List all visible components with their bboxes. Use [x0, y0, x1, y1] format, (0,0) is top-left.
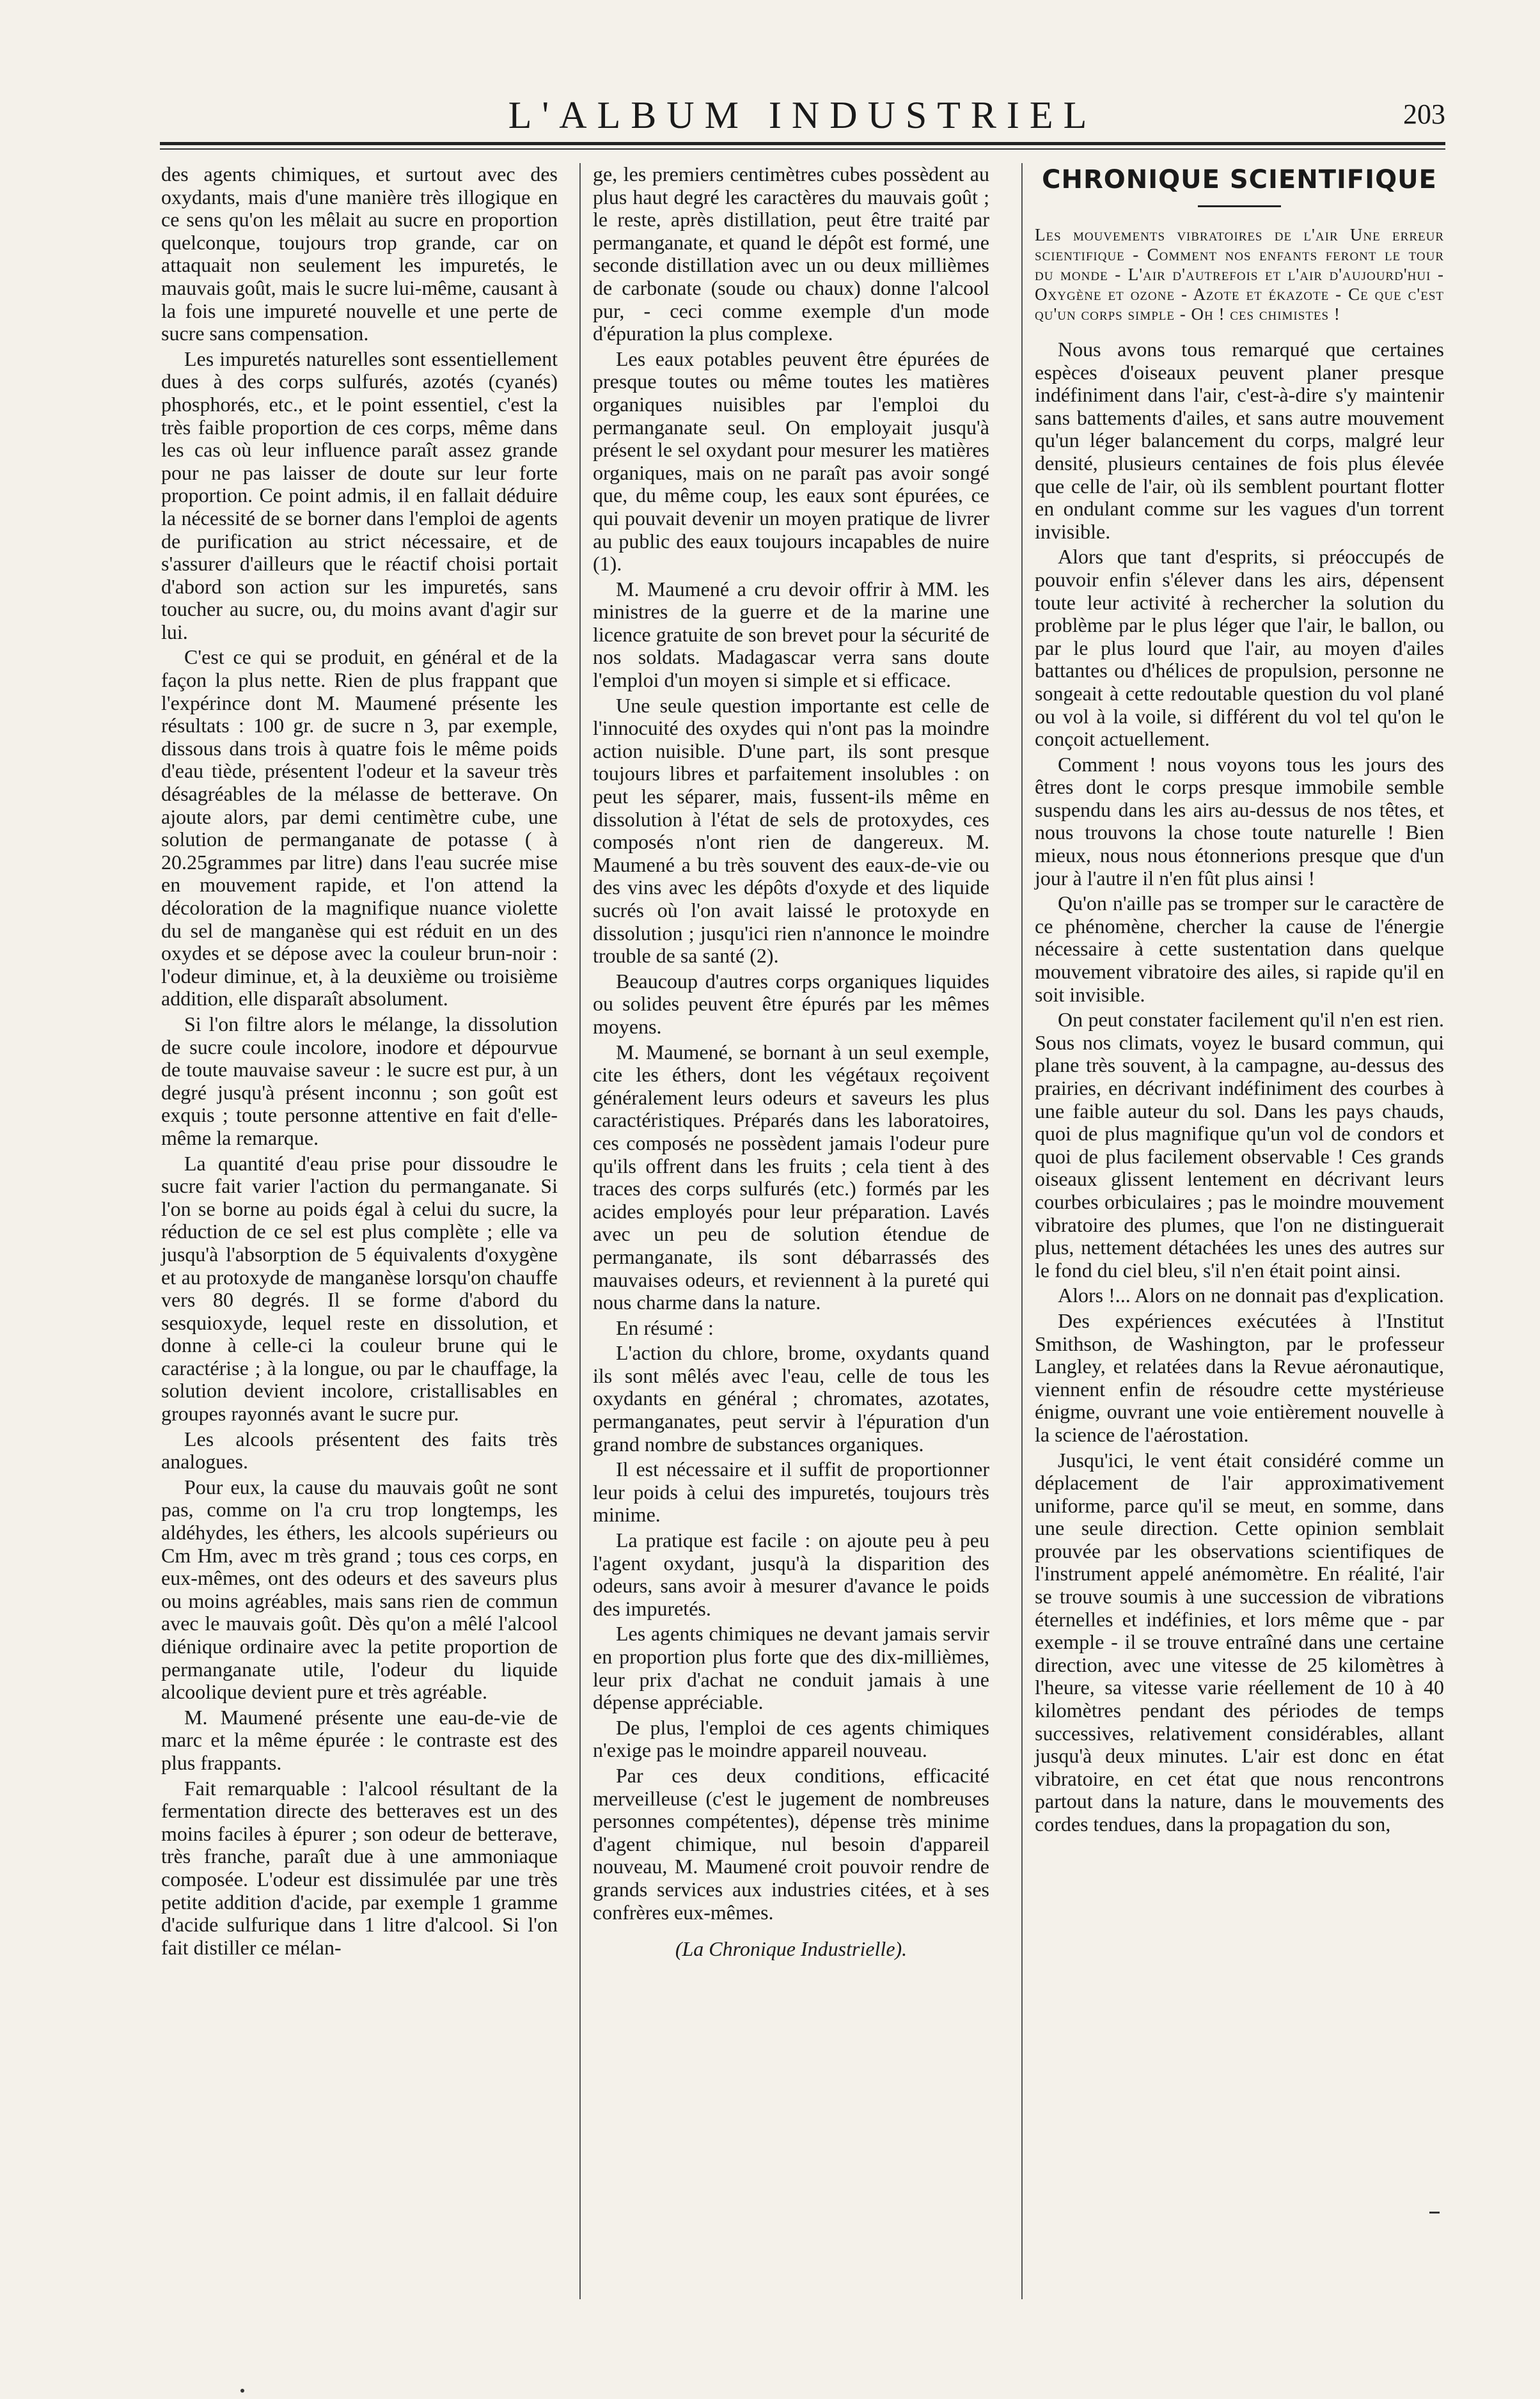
header-rule-thick	[160, 142, 1445, 145]
paragraph: En résumé :	[616, 1316, 714, 1339]
paragraph: La pratique est facile : on ajoute peu à peu l'agent oxydant, jusqu'à la disparition des odeurs, sans avoir à mesurer d'avance le poids des impuretés.	[593, 1529, 989, 1620]
column-1	[161, 163, 558, 1962]
page-number: 203	[1403, 98, 1445, 130]
article-summary: Les mouvements vibratoires de l'air Une erreur scientifique - Comment nos enfants feront le tour du monde - L'air d'autrefois et l'air d'aujourd'hui - Oxygène et ozone - Azote et ékazote - Ce que c'est qu'un corps simple - Oh ! ces chimistes !	[1035, 225, 1444, 324]
paragraph: La quantité d'eau prise pour dissoudre le sucre fait varier l'action du permanganate. Si l'on se borne au poids égal à celui du sucre, la réduction de ce sel est plus complète ; elle va jusqu'à l'absorption de 5 équivalents d'oxygène et au protoxyde de manganèse lorsqu'on chauffe vers 80 degrés. Il se forme d'abord du sesquioxyde, lequel reste en dissolution, et donne à celle-ci la couleur brune qui le caractérise ; à la longue, ou par le chauffage, la solution devient incolore, cristallisables en groupes rayonnés avant le sucre pur.	[161, 1151, 558, 1426]
paragraph: Des expériences exécutées à l'Institut Smithson, de Washington, par le professeur Langley, et relatées dans la Revue aéronautique, viennent enfin de résoudre cette mystérieuse énigme, ouvrant une voie entièrement nouvelle à la science de l'aérostation.	[1035, 1309, 1444, 1446]
paragraph: M. Maumené a cru devoir offrir à MM. les ministres de la guerre et de la marine une licence gratuite de son brevet pour la sécurité de nos soldats. Madagascar verra sans doute l'emploi d'un moyen si simple et si efficace.	[593, 577, 989, 692]
paragraph: M. Maumené, se bornant à un seul exemple, cite les éthers, dont les végétaux reçoivent généralement leurs odeurs et saveurs les plus caractéristiques. Préparés dans les laboratoires, ces composés ne possèdent jamais l'odeur pure qu'ils offrent dans les fruits ; cela tient à des traces des corps sulfurés (etc.) formés par les acides employés pour leur préparation. Lavés avec un peu de solution étendue de permanganate, ils sont débarrassés des mauvaises odeurs, et reviennent à la pureté qui nous charme dans la nature.	[593, 1040, 989, 1314]
article-signature: (La Chronique Industrielle).	[675, 1937, 908, 1961]
paragraph: Comment ! nous voyons tous les jours des êtres dont le corps presque immobile semble suspendu dans les airs au-dessus de nos têtes, et nous trouvons la chose toute naturelle ! Bien mieux, nous nous étonnerions presque que d'un jour à l'autre il n'en fût plus ainsi !	[1035, 752, 1444, 890]
paragraph: Les impuretés naturelles sont essentiellement dues à des corps sulfurés, azotés (cyanés) phosphorés, etc., et le point essentiel, c'est la très faible proportion de ces corps, même dans les cas où leur influence paraît assez grande pour ne pas laisser de doute sur leur forte proportion. Ce point admis, il en fallait déduire la nécessité de se borner dans l'emploi de agents de purification au strict nécessaire, et de s'assurer d'ailleurs que le réactif choisi portait d'abord son action sur les impuretés, sans toucher au sucre, ou, du moins avant d'agir sur lui.	[161, 347, 558, 643]
paragraph: Nous avons tous remarqué que certaines espèces d'oiseaux peuvent planer presque indéfiniment dans l'air, c'est-à-dire s'y maintenir sans battements d'ailes, et sans autre mouvement qu'un léger balancement du corps, malgré leur densité, plusieurs centaines de fois plus élevée que celle de l'air, où ils semblent pourtant flotter en ondulant comme sur les vagues d'un torrent invisible.	[1035, 338, 1444, 543]
paragraph: Fait remarquable : l'alcool résultant de la fermentation directe des betteraves est un des moins faciles à épurer ; son odeur de betterave, très franche, paraît due à une ammoniaque composée. L'odeur est dissimulée par une très petite addition d'acide, par exemple 1 gramme d'acide sulfurique dans 1 litre d'alcool. Si l'on fait distiller ce mélan-	[161, 1776, 558, 1959]
paragraph: des agents chimiques, et surtout avec des oxydants, mais d'une manière très illogique en ce sens qu'on les mêlait au sucre en proportion quelconque, toujours trop grande, car on attaquait non seulement les impuretés, le mauvais goût, mais le sucre lui-même, causant à la fois une impureté nouvelle et une perte de sucre sans compensation.	[161, 162, 558, 345]
section-heading: CHRONIQUE SCIENTIFIQUE	[1042, 165, 1437, 194]
header-rule-thin	[160, 148, 1445, 150]
page-header	[160, 90, 1445, 147]
column-divider-1	[579, 163, 581, 2299]
column-3	[1035, 163, 1444, 1839]
paragraph: De plus, l'emploi de ces agents chimiques n'exige pas le moindre appareil nouveau.	[593, 1715, 989, 1762]
paragraph: Qu'on n'aille pas se tromper sur le caractère de ce phénomène, chercher la cause de l'énergie nécessaire à cette sustentation dans quelque mouvement vibratoire des ailes, si rapide qu'il en soit invisible.	[1035, 892, 1444, 1006]
paragraph: L'action du chlore, brome, oxydants quand ils sont mêlés avec l'eau, celle de tous les oxydants en général ; chromates, azotates, permanganates, peut servir à l'épuration d'un grand nombre de substances organiques.	[593, 1341, 989, 1456]
paragraph: Il est nécessaire et il suffit de proportionner leur poids à celui des impuretés, toujours très minime.	[593, 1458, 989, 1527]
paragraph: Les alcools présentent des faits très analogues.	[161, 1427, 558, 1474]
paragraph: Pour eux, la cause du mauvais goût ne sont pas, comme on l'a cru trop longtemps, les aldéhydes, les éthers, les alcools supérieurs ou Cm Hm, avec m très grand ; tous ces corps, en eux-mêmes, ont des odeurs et des saveurs plus ou moins agréables, mais sans rien de commun avec le mauvais goût. Dès qu'on a mêlé l'alcool diénique ordinaire avec la petite proportion de permanganate utile, l'odeur du liquide alcoolique devient pure et très agréable.	[161, 1475, 558, 1704]
margin-dot	[240, 2389, 244, 2393]
paragraph: ge, les premiers centimètres cubes possèdent au plus haut degré les caractères du mauvais goût ; le reste, après distillation, peut être traité par permanganate, et quand le dépôt est formé, une seconde distillation avec un ou deux millièmes de carbonate (soude ou chaux) donne l'alcool pur, - ceci comme exemple d'un mode d'épuration la plus complexe.	[593, 162, 989, 345]
column-2	[593, 163, 989, 1963]
paragraph: M. Maumené présente une eau-de-vie de marc et la même épurée : le contraste est des plus frappants.	[161, 1705, 558, 1774]
paragraph: Une seule question importante est celle de l'innocuité des oxydes qui n'ont pas la moindre action nuisible. D'une part, ils sont presque toujours libres et parfaitement insolubles : on peut les séparer, mais, fussent-ils même en dissolution à l'état de sels de protoxydes, ces composés n'ont rien de dangereux. M. Maumené a bu très souvent des eaux-de-vie ou des vins avec les dépôts d'oxyde et des liquide sucrés où l'on avait laissé le protoxyde en dissolution ; jusqu'ici rien n'annonce le moindre trouble de sa santé (2).	[593, 693, 989, 968]
heading-separator	[1198, 205, 1281, 207]
margin-mark	[1429, 2212, 1440, 2214]
paragraph: Les agents chimiques ne devant jamais servir en proportion plus forte que des dix-millièmes, leur prix d'achat ne conduit jamais à une dépense appréciable.	[593, 1622, 989, 1714]
paragraph: Les eaux potables peuvent être épurées de presque toutes ou même toutes les matières organiques nuisibles par l'emploi du permanganate seul. On employait jusqu'à présent le sel oxydant pour mesurer les matières organiques, mais on ne paraît pas avoir songé que, du même coup, les eaux sont épurées, ce qui pouvait devenir un moyen pratique de livrer au public des eaux toujours incapables de nuire (1).	[593, 347, 989, 576]
paragraph: Par ces deux conditions, efficacité merveilleuse (c'est le jugement de nombreuses personnes compétentes), dépense très minime d'agent chimique, nul besoin d'appareil nouveau, M. Maumené croit pouvoir rendre de grands services aux industries citées, et à ses confrères eux-mêmes.	[593, 1763, 989, 1924]
paragraph: Jusqu'ici, le vent était considéré comme un déplacement de l'air approximativement uniforme, parce qu'il se meut, en somme, dans une seule direction. Cette opinion semblait prouvée par les observations scientifiques de l'instrument appelé anémomètre. En réalité, l'air se trouve soumis à une succession de vibrations éternelles et indéfinies, et lors même que - par exemple - il se trouve entraîné dans une certaine direction, avec une vitesse de 25 kilomètres à l'heure, sa vitesse varie réellement de 10 à 40 kilomètres pendant des périodes de temps successives, relativement considérables, allant jusqu'à deux minutes. L'air est donc en état vibratoire, en cet état que nous rencontrons partout dans la nature, dans le mouvements des cordes tendues, dans la propagation du son,	[1035, 1448, 1444, 1836]
publication-title: L'ALBUM INDUSTRIEL	[508, 94, 1097, 136]
paragraph: Alors que tant d'esprits, si préoccupés de pouvoir enfin s'élever dans les airs, dépensent toute leur activité à rechercher la solution du problème par le plus léger que l'air, le ballon, ou par le plus lourd que l'air, au moyen d'ailes battantes ou d'hélices de propulsion, personne ne songeait à cette redoutable question du vol plané ou vol à la voile, si différent du vol tel qu'on le conçoit actuellement.	[1035, 545, 1444, 751]
paragraph: C'est ce qui se produit, en général et de la façon la plus nette. Rien de plus frappant que l'expérince dont M. Maumené présente les résultats : 100 gr. de sucre n 3, par exemple, dissous dans trois à quatre fois le même poids d'eau tiède, présentent l'odeur et la saveur très désagréables de la mélasse de betterave. On ajoute alors, par demi centimètre cube, une solution de permanganate de potasse ( à 20.25grammes par litre) dans l'eau sucrée mise en mouvement rapide, et l'on attend la décoloration de la magnifique nuance violette du sel de manganèse qui est réduit en un des oxydes et se dépose avec la couleur brun-noir : l'odeur diminue, et, à la deuxième ou troisième addition, elle disparaît absolument.	[161, 645, 558, 1011]
paragraph: On peut constater facilement qu'il n'en est rien. Sous nos climats, voyez le busard commun, qui plane très souvent, à la campagne, au-dessus des prairies, en décrivant indéfiniment des courbes à une faible auteur du sol. Dans les pays chauds, quoi de plus magnifique qu'un vol de condors et quoi de plus facilement observable ! Ces grands oiseaux glissent lentement en décrivant leurs courbes orbiculaires ; pas le moindre mouvement vibratoire des plumes, que l'on ne distinguerait plus, nettement détachées les unes des autres sur le fond du ciel bleu, s'il n'en était point ainsi.	[1035, 1008, 1444, 1282]
column-divider-2	[1021, 163, 1023, 2299]
paragraph: Beaucoup d'autres corps organiques liquides ou solides peuvent être épurés par les mêmes moyens.	[593, 969, 989, 1038]
paragraph: Alors !... Alors on ne donnait pas d'explication.	[1058, 1284, 1444, 1307]
paragraph: Si l'on filtre alors le mélange, la dissolution de sucre coule incolore, inodore et dépourvue de toute mauvaise saveur : le sucre est pur, à un degré jusqu'à présent inconnu ; son goût est exquis ; toute personne attentive en fait d'elle-même la remarque.	[161, 1012, 558, 1149]
